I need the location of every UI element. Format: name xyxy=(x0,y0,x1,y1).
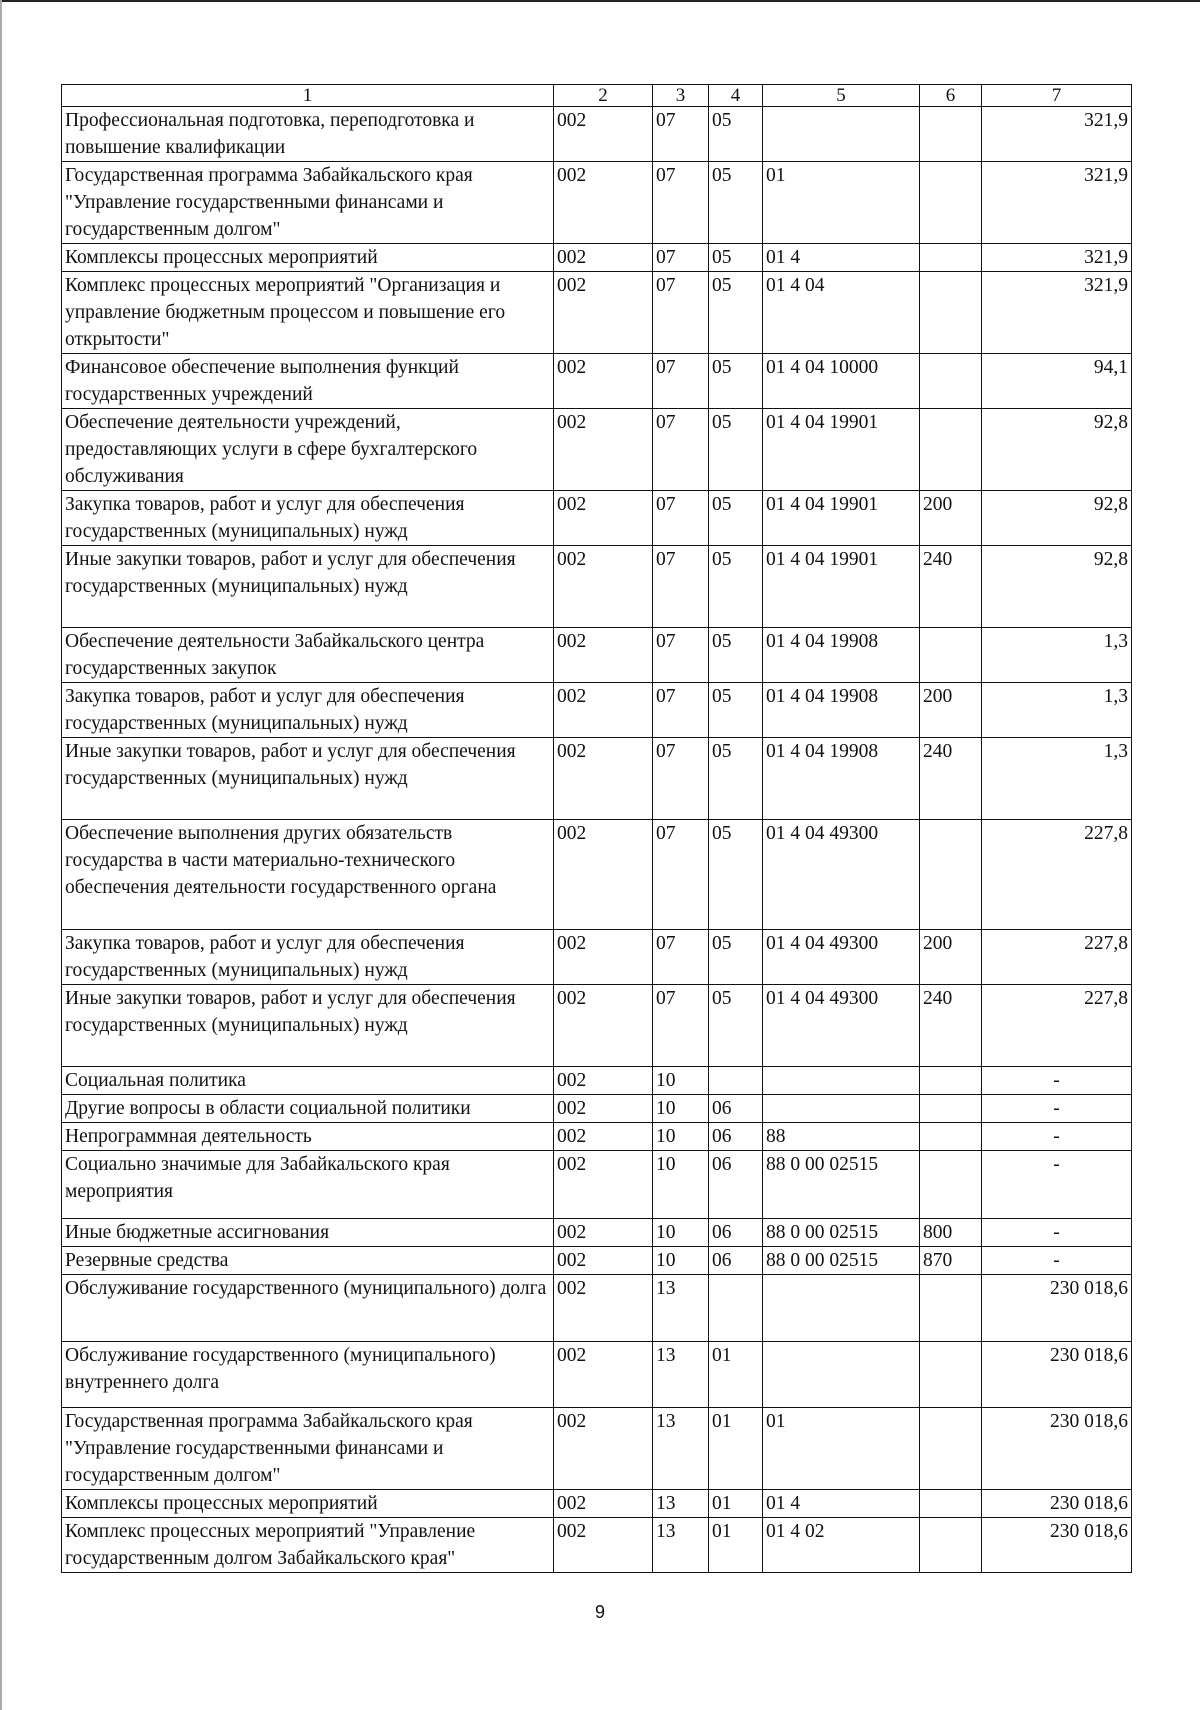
cell-ministry-code: 002 xyxy=(554,1275,653,1342)
header-col-3: 3 xyxy=(653,85,709,107)
cell-target-article: 01 4 04 19908 xyxy=(763,628,920,683)
cell-section: 07 xyxy=(653,272,709,354)
cell-name: Социально значимые для Забайкальского края мероприятия xyxy=(62,1151,554,1219)
table-row xyxy=(62,244,1132,272)
cell-name: Иные бюджетные ассигнования xyxy=(62,1219,554,1247)
cell-name: Другие вопросы в области социальной политики xyxy=(62,1095,554,1123)
cell-amount: 230 018,6 xyxy=(982,1275,1132,1342)
cell-subsection: 05 xyxy=(709,409,763,491)
cell-expense-type: 800 xyxy=(920,1219,982,1247)
cell-expense-type: 200 xyxy=(920,930,982,985)
cell-expense-type xyxy=(920,1151,982,1219)
cell-ministry-code: 002 xyxy=(554,162,653,244)
table-row xyxy=(62,820,1132,930)
cell-ministry-code: 002 xyxy=(554,1518,653,1573)
table-row xyxy=(62,1275,1132,1342)
cell-section: 07 xyxy=(653,930,709,985)
cell-amount: - xyxy=(982,1067,1132,1095)
cell-amount: 94,1 xyxy=(982,354,1132,409)
cell-subsection: 05 xyxy=(709,930,763,985)
cell-name: Непрограммная деятельность xyxy=(62,1123,554,1151)
cell-ministry-code: 002 xyxy=(554,1067,653,1095)
cell-expense-type xyxy=(920,107,982,162)
cell-name: Комплексы процессных мероприятий xyxy=(62,244,554,272)
cell-expense-type xyxy=(920,820,982,930)
cell-name: Комплексы процессных мероприятий xyxy=(62,1490,554,1518)
cell-ministry-code: 002 xyxy=(554,1490,653,1518)
cell-subsection: 05 xyxy=(709,546,763,628)
cell-target-article: 01 4 xyxy=(763,244,920,272)
cell-ministry-code: 002 xyxy=(554,1219,653,1247)
cell-name: Иные закупки товаров, работ и услуг для обеспечения государственных (муниципальных) нужд xyxy=(62,985,554,1067)
cell-expense-type xyxy=(920,1095,982,1123)
cell-name: Обслуживание государственного (муниципального) внутреннего долга xyxy=(62,1342,554,1408)
cell-subsection: 05 xyxy=(709,162,763,244)
table-row xyxy=(62,546,1132,628)
table-row xyxy=(62,272,1132,354)
cell-ministry-code: 002 xyxy=(554,409,653,491)
cell-expense-type xyxy=(920,409,982,491)
cell-section: 13 xyxy=(653,1408,709,1490)
table-row xyxy=(62,1490,1132,1518)
cell-ministry-code: 002 xyxy=(554,1408,653,1490)
cell-expense-type xyxy=(920,354,982,409)
cell-section: 07 xyxy=(653,628,709,683)
cell-section: 10 xyxy=(653,1151,709,1219)
cell-section: 07 xyxy=(653,683,709,738)
cell-subsection: 01 xyxy=(709,1518,763,1573)
table-row xyxy=(62,1095,1132,1123)
cell-subsection: 06 xyxy=(709,1151,763,1219)
scan-border-top xyxy=(0,0,1200,2)
table-row xyxy=(62,409,1132,491)
cell-amount: 230 018,6 xyxy=(982,1490,1132,1518)
cell-section: 07 xyxy=(653,738,709,820)
cell-amount: 1,3 xyxy=(982,683,1132,738)
cell-expense-type xyxy=(920,1123,982,1151)
cell-target-article: 88 0 00 02515 xyxy=(763,1219,920,1247)
cell-subsection: 06 xyxy=(709,1123,763,1151)
table-row xyxy=(62,107,1132,162)
cell-section: 10 xyxy=(653,1095,709,1123)
cell-target-article xyxy=(763,1067,920,1095)
cell-target-article: 01 xyxy=(763,1408,920,1490)
table-row xyxy=(62,1151,1132,1219)
table-row xyxy=(62,738,1132,820)
cell-expense-type: 240 xyxy=(920,738,982,820)
cell-section: 10 xyxy=(653,1219,709,1247)
cell-ministry-code: 002 xyxy=(554,1247,653,1275)
cell-amount: 92,8 xyxy=(982,491,1132,546)
table-row xyxy=(62,162,1132,244)
cell-section: 07 xyxy=(653,107,709,162)
cell-subsection: 05 xyxy=(709,985,763,1067)
cell-expense-type: 240 xyxy=(920,546,982,628)
cell-expense-type: 200 xyxy=(920,491,982,546)
cell-target-article: 01 4 04 49300 xyxy=(763,930,920,985)
cell-amount: 230 018,6 xyxy=(982,1342,1132,1408)
page-number: 9 xyxy=(594,1602,605,1622)
cell-name: Закупка товаров, работ и услуг для обеспечения государственных (муниципальных) нужд xyxy=(62,683,554,738)
cell-target-article xyxy=(763,107,920,162)
cell-name: Обеспечение деятельности Забайкальского центра государственных закупок xyxy=(62,628,554,683)
scan-border-left xyxy=(0,0,2,1710)
table-row xyxy=(62,1518,1132,1573)
table-row xyxy=(62,1408,1132,1490)
cell-ministry-code: 002 xyxy=(554,985,653,1067)
cell-amount: 1,3 xyxy=(982,628,1132,683)
cell-expense-type: 200 xyxy=(920,683,982,738)
cell-expense-type: 240 xyxy=(920,985,982,1067)
cell-name: Комплекс процессных мероприятий "Управление государственным долгом Забайкальского края" xyxy=(62,1518,554,1573)
header-col-5: 5 xyxy=(763,85,920,107)
table-row xyxy=(62,1219,1132,1247)
cell-target-article xyxy=(763,1095,920,1123)
cell-section: 13 xyxy=(653,1275,709,1342)
cell-amount: - xyxy=(982,1247,1132,1275)
table-row xyxy=(62,1067,1132,1095)
cell-target-article: 01 4 04 10000 xyxy=(763,354,920,409)
header-col-2: 2 xyxy=(554,85,653,107)
cell-section: 10 xyxy=(653,1067,709,1095)
cell-target-article: 01 4 04 19901 xyxy=(763,491,920,546)
cell-target-article: 88 0 00 02515 xyxy=(763,1151,920,1219)
table-row xyxy=(62,1123,1132,1151)
cell-section: 07 xyxy=(653,244,709,272)
cell-section: 13 xyxy=(653,1490,709,1518)
cell-section: 13 xyxy=(653,1518,709,1573)
cell-section: 07 xyxy=(653,491,709,546)
cell-expense-type xyxy=(920,162,982,244)
cell-amount: 92,8 xyxy=(982,409,1132,491)
cell-subsection: 05 xyxy=(709,354,763,409)
cell-expense-type xyxy=(920,272,982,354)
cell-name: Профессиональная подготовка, переподготовка и повышение квалификации xyxy=(62,107,554,162)
cell-ministry-code: 002 xyxy=(554,1342,653,1408)
cell-ministry-code: 002 xyxy=(554,107,653,162)
cell-ministry-code: 002 xyxy=(554,820,653,930)
header-col-1: 1 xyxy=(62,85,554,107)
cell-name: Закупка товаров, работ и услуг для обеспечения государственных (муниципальных) нужд xyxy=(62,930,554,985)
cell-subsection xyxy=(709,1067,763,1095)
cell-amount: 321,9 xyxy=(982,272,1132,354)
budget-table xyxy=(61,84,1132,1573)
cell-name: Социальная политика xyxy=(62,1067,554,1095)
cell-section: 07 xyxy=(653,820,709,930)
cell-section: 07 xyxy=(653,162,709,244)
cell-name: Государственная программа Забайкальского края "Управление государственными финансами и государственным долгом" xyxy=(62,1408,554,1490)
cell-subsection: 05 xyxy=(709,272,763,354)
table-row xyxy=(62,683,1132,738)
cell-section: 07 xyxy=(653,409,709,491)
cell-name: Обслуживание государственного (муниципального) долга xyxy=(62,1275,554,1342)
table-row xyxy=(62,354,1132,409)
cell-amount: 227,8 xyxy=(982,820,1132,930)
cell-section: 07 xyxy=(653,354,709,409)
cell-expense-type: 870 xyxy=(920,1247,982,1275)
cell-subsection: 01 xyxy=(709,1342,763,1408)
cell-target-article xyxy=(763,1275,920,1342)
cell-amount: 230 018,6 xyxy=(982,1518,1132,1573)
cell-target-article: 01 4 04 19901 xyxy=(763,546,920,628)
table-row xyxy=(62,628,1132,683)
cell-name: Обеспечение выполнения других обязательств государства в части материально-технического обеспечения деятельности государственного органа xyxy=(62,820,554,930)
cell-amount: 321,9 xyxy=(982,162,1132,244)
cell-target-article: 01 4 04 49300 xyxy=(763,985,920,1067)
cell-name: Обеспечение деятельности учреждений, предоставляющих услуги в сфере бухгалтерского обслуживания xyxy=(62,409,554,491)
cell-amount: - xyxy=(982,1151,1132,1219)
cell-section: 10 xyxy=(653,1123,709,1151)
cell-subsection: 05 xyxy=(709,683,763,738)
cell-subsection: 01 xyxy=(709,1408,763,1490)
cell-section: 10 xyxy=(653,1247,709,1275)
cell-name: Комплекс процессных мероприятий "Организация и управление бюджетным процессом и повышение его открытости" xyxy=(62,272,554,354)
cell-section: 07 xyxy=(653,546,709,628)
cell-amount: - xyxy=(982,1095,1132,1123)
cell-section: 13 xyxy=(653,1342,709,1408)
cell-ministry-code: 002 xyxy=(554,1123,653,1151)
table-row xyxy=(62,1342,1132,1408)
cell-subsection: 06 xyxy=(709,1247,763,1275)
cell-target-article: 01 4 02 xyxy=(763,1518,920,1573)
cell-target-article: 01 4 xyxy=(763,1490,920,1518)
cell-subsection: 05 xyxy=(709,628,763,683)
cell-subsection: 05 xyxy=(709,244,763,272)
cell-ministry-code: 002 xyxy=(554,1095,653,1123)
cell-target-article: 88 xyxy=(763,1123,920,1151)
table-row xyxy=(62,985,1132,1067)
header-col-7: 7 xyxy=(982,85,1132,107)
cell-target-article: 88 0 00 02515 xyxy=(763,1247,920,1275)
cell-ministry-code: 002 xyxy=(554,738,653,820)
cell-ministry-code: 002 xyxy=(554,272,653,354)
cell-subsection: 05 xyxy=(709,107,763,162)
cell-amount: 321,9 xyxy=(982,244,1132,272)
cell-expense-type xyxy=(920,1490,982,1518)
cell-target-article: 01 4 04 19908 xyxy=(763,738,920,820)
cell-ministry-code: 002 xyxy=(554,683,653,738)
cell-expense-type xyxy=(920,1408,982,1490)
cell-ministry-code: 002 xyxy=(554,354,653,409)
cell-target-article xyxy=(763,1342,920,1408)
cell-ministry-code: 002 xyxy=(554,1151,653,1219)
cell-amount: 227,8 xyxy=(982,985,1132,1067)
cell-amount: 230 018,6 xyxy=(982,1408,1132,1490)
cell-ministry-code: 002 xyxy=(554,930,653,985)
cell-name: Иные закупки товаров, работ и услуг для обеспечения государственных (муниципальных) нужд xyxy=(62,738,554,820)
cell-target-article: 01 4 04 19901 xyxy=(763,409,920,491)
cell-name: Резервные средства xyxy=(62,1247,554,1275)
table-row xyxy=(62,930,1132,985)
cell-expense-type xyxy=(920,1518,982,1573)
cell-expense-type xyxy=(920,1275,982,1342)
cell-amount: 321,9 xyxy=(982,107,1132,162)
cell-target-article: 01 4 04 19908 xyxy=(763,683,920,738)
cell-target-article: 01 4 04 49300 xyxy=(763,820,920,930)
cell-ministry-code: 002 xyxy=(554,244,653,272)
cell-subsection: 05 xyxy=(709,738,763,820)
cell-ministry-code: 002 xyxy=(554,628,653,683)
cell-target-article: 01 4 04 xyxy=(763,272,920,354)
cell-expense-type xyxy=(920,1067,982,1095)
cell-amount: - xyxy=(982,1219,1132,1247)
cell-amount: 1,3 xyxy=(982,738,1132,820)
cell-name: Финансовое обеспечение выполнения функций государственных учреждений xyxy=(62,354,554,409)
cell-ministry-code: 002 xyxy=(554,491,653,546)
header-col-4: 4 xyxy=(709,85,763,107)
cell-expense-type xyxy=(920,628,982,683)
cell-target-article: 01 xyxy=(763,162,920,244)
cell-name: Закупка товаров, работ и услуг для обеспечения государственных (муниципальных) нужд xyxy=(62,491,554,546)
cell-name: Государственная программа Забайкальского края "Управление государственными финансами и государственным долгом" xyxy=(62,162,554,244)
table-row xyxy=(62,491,1132,546)
cell-expense-type xyxy=(920,1342,982,1408)
cell-section: 07 xyxy=(653,985,709,1067)
cell-amount: 92,8 xyxy=(982,546,1132,628)
cell-subsection: 05 xyxy=(709,491,763,546)
cell-expense-type xyxy=(920,244,982,272)
header-col-6: 6 xyxy=(920,85,982,107)
cell-subsection: 06 xyxy=(709,1219,763,1247)
cell-amount: 227,8 xyxy=(982,930,1132,985)
cell-subsection: 05 xyxy=(709,820,763,930)
cell-ministry-code: 002 xyxy=(554,546,653,628)
cell-amount: - xyxy=(982,1123,1132,1151)
cell-subsection: 01 xyxy=(709,1490,763,1518)
cell-subsection xyxy=(709,1275,763,1342)
cell-name: Иные закупки товаров, работ и услуг для обеспечения государственных (муниципальных) нужд xyxy=(62,546,554,628)
cell-subsection: 06 xyxy=(709,1095,763,1123)
header-row xyxy=(62,85,1132,107)
table-row xyxy=(62,1247,1132,1275)
